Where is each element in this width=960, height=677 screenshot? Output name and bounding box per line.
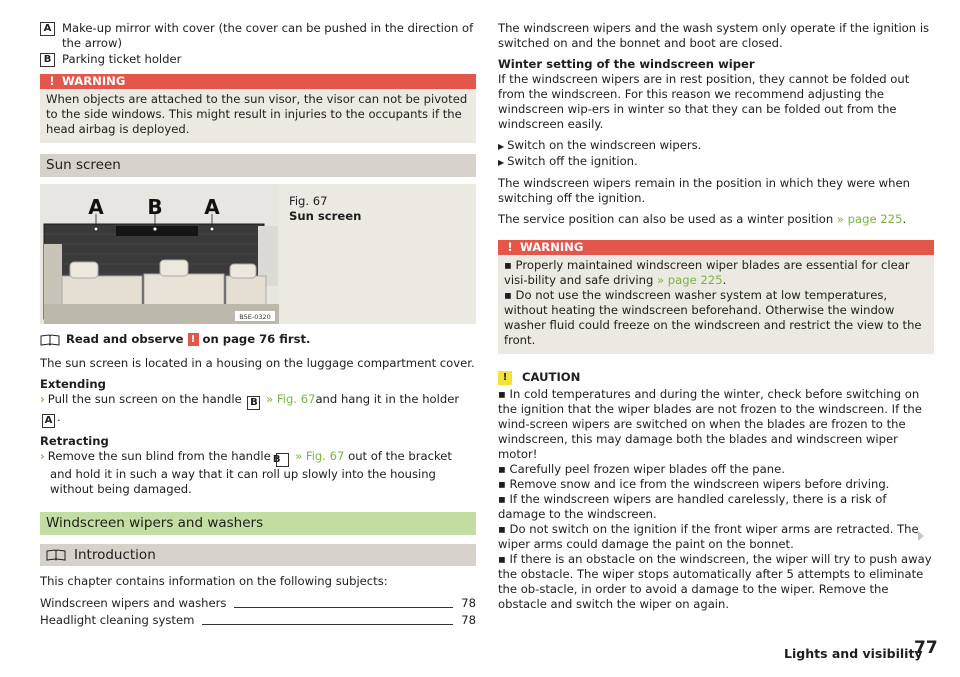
wiper-operation-para: The windscreen wipers and the wash system only operate if the ignition is switched on and the bonnet and boot are closed. [498, 21, 930, 50]
steps-list [498, 138, 934, 170]
page-225-link[interactable]: » page 225 [657, 273, 723, 287]
caution-item: ▪ Remove snow and ice from the windscreen wipers before driving. [498, 477, 890, 491]
winter-setting-title: Winter setting of the windscreen wiper [498, 57, 755, 71]
section-heading-wipers: Windscreen wipers and washers [40, 512, 476, 535]
step-chevron-icon: › [40, 449, 45, 463]
warning-box-wipers [498, 240, 934, 354]
extending-title: Extending [40, 377, 106, 391]
page-225-link[interactable]: » page 225 [836, 212, 903, 226]
extending-step: › Pull the sun screen on the handle B » Fig. 67and hang it in the holderA . [40, 392, 460, 426]
step-triangle-icon: ▶ [498, 142, 505, 151]
introduction-heading [40, 544, 476, 566]
footer-section: Lights and visibility [784, 646, 923, 661]
toc-label: Windscreen wipers and washers [40, 596, 227, 610]
winter-setting-body: If the windscreen wipers are in rest position, they cannot be folded out from the windscreen. For this reason we recommend adjusting the windscreen wip-ers in winter so that they can be folded out from the windscreen easily. [498, 72, 910, 131]
chapter-intro: This chapter contains information on the following subjects: [40, 574, 388, 588]
warning-body [498, 255, 934, 354]
step-item: ▶ Switch on the windscreen wipers. [498, 138, 702, 152]
caution-title: CAUTION [522, 370, 581, 384]
section-heading-sun-screen: Sun screen [40, 154, 476, 177]
legend-text-a: Make-up mirror with cover (the cover can be pushed in the direction of the arrow) [62, 21, 474, 50]
caution-item: ▪ If the windscreen wipers are handled carelessly, there is a risk of damage to the windscreen. [498, 492, 887, 521]
figure-67 [40, 184, 476, 324]
continue-arrow-icon [918, 531, 924, 541]
legend-letter-a: A [40, 22, 55, 36]
warning-bullet: ▪ Properly maintained windscreen wiper blades are essential for clear visi-bility and safe driving » page 225. [504, 258, 910, 287]
caution-item: ▪ Do not switch on the ignition if the front wiper arms are retracted. The wiper arms could damage the paint on the bonnet. [498, 522, 919, 551]
figure-label-a-left: A [88, 195, 104, 219]
warning-header [498, 240, 934, 255]
figure-number: Fig. 67 [289, 194, 328, 208]
step-item: ▶ Switch off the ignition. [498, 154, 638, 168]
key-b: B [276, 453, 289, 467]
caution-icon: ! [498, 371, 512, 385]
warning-body: When objects are attached to the sun visor, the visor can not be pivoted to the side windows. This might result in injuries to the occupants if the head airbag is deployed. [46, 92, 468, 136]
caution-header [498, 370, 934, 385]
legend-item-a [40, 21, 476, 51]
page-number: 77 [914, 638, 938, 658]
book-icon [40, 334, 60, 346]
read-observe-note [40, 332, 476, 347]
retracting-text: Remove the sun blind from the handle [47, 449, 271, 463]
warning-small-icon: ! [188, 333, 199, 346]
read-observe-suffix: on page 76 first. [202, 332, 311, 346]
warning-title: WARNING [520, 240, 584, 254]
toc-entry[interactable] [40, 596, 476, 611]
warning-icon: ! [49, 74, 55, 88]
retracting-text-post: out of the bracket and hold it in such a way that it can roll up slowly into the housing without being damaged. [50, 449, 452, 496]
right-column [498, 0, 934, 612]
read-observe-prefix: Read and observe [66, 332, 184, 346]
legend-text-b: Parking ticket holder [62, 52, 182, 66]
step-chevron-icon: › [40, 392, 45, 406]
wiper-position-para: The windscreen wipers remain in the position in which they were when switching off the ignition. [498, 176, 910, 205]
sun-screen-illustration [40, 184, 279, 324]
warning-bullet: ▪ Do not use the windscreen washer system at low temperatures, without heating the windscreen beforehand. Otherwise the window washer fluid could freeze on the windscreen and restrict the view to the front. [504, 288, 922, 347]
toc-page: 78 [461, 613, 476, 627]
fig-67-link[interactable]: » Fig. 67 [295, 449, 345, 463]
legend-item-b [40, 52, 476, 67]
warning-icon: ! [507, 240, 513, 254]
figure-caption [289, 194, 361, 224]
warning-title: WARNING [62, 74, 126, 88]
figure-code: B5E-0320 [239, 313, 271, 321]
figure-label-a-right: A [204, 195, 220, 219]
key-a: A [42, 414, 55, 428]
caution-item: ▪ If there is an obstacle on the windscreen, the wiper will try to push away the obstacle. The wiper stops automatically after 5 attempts to eliminate the ob-stacle, in order to avoid a damage to the wiper. Remove the obstacle and switch the wiper on again. [498, 552, 932, 611]
figure-label-b: B [147, 195, 163, 219]
caution-item: ▪ Carefully peel frozen wiper blades off the pane. [498, 462, 785, 476]
extending-text-mid: and hang it in the holder [315, 392, 460, 406]
left-column [40, 0, 476, 628]
key-b: B [247, 396, 260, 410]
warning-header [40, 74, 476, 89]
toc-page: 78 [461, 596, 476, 610]
sun-screen-intro: The sun screen is located in a housing on the luggage compartment cover. [40, 356, 475, 370]
retracting-step [40, 449, 476, 497]
toc-entry[interactable] [40, 613, 476, 628]
book-icon [46, 549, 66, 561]
toc-label: Headlight cleaning system [40, 613, 195, 627]
introduction-title: Introduction [74, 547, 156, 563]
retracting-title: Retracting [40, 434, 109, 448]
caution-item: ▪ In cold temperatures and during the winter, check before switching on the ignition that the wiper blades are not frozen to the windscreen. If the wind-screen wipers are switched on when the blades are frozen to the windscreen, this may damage both the blades and windscreen wiper motor! [498, 387, 922, 461]
figure-title: Sun screen [289, 209, 362, 223]
toc-leader [234, 607, 453, 608]
legend-letter-b: B [40, 53, 55, 67]
caution-list [498, 387, 934, 612]
warning-box-sun-visor [40, 74, 476, 143]
extending-text: Pull the sun screen on the handle [47, 392, 242, 406]
fig-67-link[interactable]: » Fig. 67 [266, 392, 316, 406]
toc-leader [202, 624, 453, 625]
step-triangle-icon: ▶ [498, 158, 505, 167]
service-position-para: The service position can also be used as a winter position » page 225. [498, 212, 907, 226]
